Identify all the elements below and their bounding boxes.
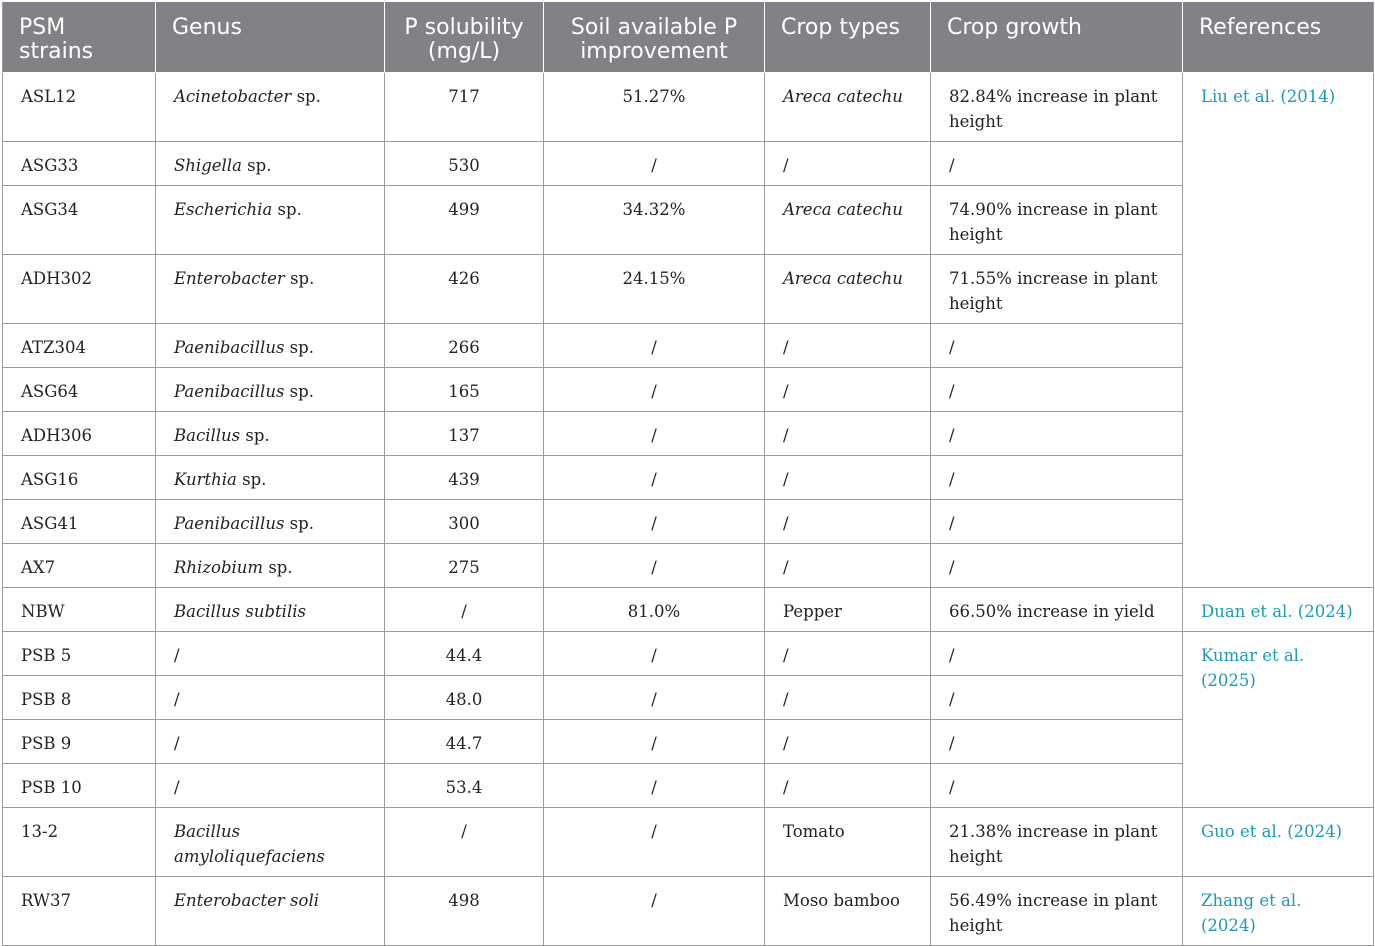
genus-cell: Acinetobacter sp. xyxy=(156,73,385,142)
table-row xyxy=(3,142,1374,186)
soil-p-cell: / xyxy=(544,808,765,877)
growth-cell: 74.90% increase in plant height xyxy=(931,186,1183,255)
strain-cell: ASG16 xyxy=(3,456,156,500)
psm-strains-table xyxy=(2,2,1374,946)
genus-cell: Rhizobium sp. xyxy=(156,544,385,588)
growth-cell: / xyxy=(931,412,1183,456)
crop-cell: / xyxy=(765,632,931,676)
strain-cell: PSB 9 xyxy=(3,720,156,764)
table-row xyxy=(3,412,1374,456)
growth-cell: / xyxy=(931,676,1183,720)
crop-cell: / xyxy=(765,368,931,412)
soil-p-cell: / xyxy=(544,877,765,946)
genus-cell: Enterobacter sp. xyxy=(156,255,385,324)
solubility-cell: 44.4 xyxy=(385,632,544,676)
genus-cell: Paenibacillus sp. xyxy=(156,324,385,368)
crop-cell: / xyxy=(765,720,931,764)
header-references: References xyxy=(1183,2,1374,73)
growth-cell: 82.84% increase in plant height xyxy=(931,73,1183,142)
genus-cell: / xyxy=(156,632,385,676)
crop-cell: / xyxy=(765,764,931,808)
strain-cell: ATZ304 xyxy=(3,324,156,368)
genus-cell: Enterobacter soli xyxy=(156,877,385,946)
reference-link[interactable]: Kumar et al. (2025) xyxy=(1183,632,1374,808)
crop-cell: Areca catechu xyxy=(765,255,931,324)
strain-cell: ADH302 xyxy=(3,255,156,324)
growth-cell: / xyxy=(931,764,1183,808)
genus-cell: Bacillus sp. xyxy=(156,412,385,456)
growth-cell: / xyxy=(931,500,1183,544)
strain-cell: AX7 xyxy=(3,544,156,588)
growth-cell: / xyxy=(931,456,1183,500)
crop-cell: Pepper xyxy=(765,588,931,632)
strain-cell: NBW xyxy=(3,588,156,632)
growth-cell: / xyxy=(931,368,1183,412)
strain-cell: PSB 5 xyxy=(3,632,156,676)
crop-cell: / xyxy=(765,456,931,500)
table-row xyxy=(3,544,1374,588)
growth-cell: 71.55% increase in plant height xyxy=(931,255,1183,324)
soil-p-cell: 34.32% xyxy=(544,186,765,255)
table-row xyxy=(3,456,1374,500)
growth-cell: / xyxy=(931,720,1183,764)
crop-cell: / xyxy=(765,412,931,456)
genus-cell: / xyxy=(156,720,385,764)
strain-cell: ASG41 xyxy=(3,500,156,544)
soil-p-cell: / xyxy=(544,544,765,588)
solubility-cell: 300 xyxy=(385,500,544,544)
solubility-cell: 498 xyxy=(385,877,544,946)
table-row xyxy=(3,808,1374,877)
reference-link[interactable]: Zhang et al. (2024) xyxy=(1183,877,1374,946)
soil-p-cell: 81.0% xyxy=(544,588,765,632)
genus-cell: / xyxy=(156,764,385,808)
soil-p-cell: / xyxy=(544,324,765,368)
soil-p-cell: / xyxy=(544,720,765,764)
crop-cell: Tomato xyxy=(765,808,931,877)
crop-cell: / xyxy=(765,500,931,544)
soil-p-cell: 51.27% xyxy=(544,73,765,142)
crop-cell: Areca catechu xyxy=(765,186,931,255)
table-row xyxy=(3,186,1374,255)
solubility-cell: / xyxy=(385,588,544,632)
header-p-solubility: P solubility (mg/L) xyxy=(385,2,544,73)
table-row xyxy=(3,73,1374,142)
crop-cell: / xyxy=(765,676,931,720)
table-row xyxy=(3,676,1374,720)
solubility-cell: 426 xyxy=(385,255,544,324)
soil-p-cell: / xyxy=(544,500,765,544)
genus-cell: Bacillus subtilis xyxy=(156,588,385,632)
header-soil-available-p: Soil available P improvement xyxy=(544,2,765,73)
reference-link[interactable]: Duan et al. (2024) xyxy=(1183,588,1374,632)
header-crop-growth: Crop growth xyxy=(931,2,1183,73)
growth-cell: / xyxy=(931,544,1183,588)
crop-cell: / xyxy=(765,544,931,588)
genus-cell: Kurthia sp. xyxy=(156,456,385,500)
soil-p-cell: / xyxy=(544,368,765,412)
growth-cell: 21.38% increase in plant height xyxy=(931,808,1183,877)
solubility-cell: 48.0 xyxy=(385,676,544,720)
soil-p-cell: / xyxy=(544,412,765,456)
crop-cell: Moso bamboo xyxy=(765,877,931,946)
solubility-cell: 275 xyxy=(385,544,544,588)
solubility-cell: 499 xyxy=(385,186,544,255)
strain-cell: ASL12 xyxy=(3,73,156,142)
strain-cell: ASG34 xyxy=(3,186,156,255)
table-row xyxy=(3,255,1374,324)
genus-cell: Escherichia sp. xyxy=(156,186,385,255)
strain-cell: ASG33 xyxy=(3,142,156,186)
soil-p-cell: 24.15% xyxy=(544,255,765,324)
solubility-cell: / xyxy=(385,808,544,877)
header-psm-strains: PSM strains xyxy=(3,2,156,73)
growth-cell: / xyxy=(931,324,1183,368)
strain-cell: RW37 xyxy=(3,877,156,946)
table-row xyxy=(3,500,1374,544)
table-row xyxy=(3,720,1374,764)
solubility-cell: 530 xyxy=(385,142,544,186)
solubility-cell: 44.7 xyxy=(385,720,544,764)
strain-cell: ADH306 xyxy=(3,412,156,456)
table-row xyxy=(3,764,1374,808)
genus-cell: Bacillus amyloliquefaciens xyxy=(156,808,385,877)
header-row xyxy=(3,2,1374,73)
reference-link[interactable]: Guo et al. (2024) xyxy=(1183,808,1374,877)
growth-cell: / xyxy=(931,632,1183,676)
crop-cell: / xyxy=(765,142,931,186)
growth-cell: 66.50% increase in yield xyxy=(931,588,1183,632)
table-row xyxy=(3,632,1374,676)
table-row xyxy=(3,588,1374,632)
strain-cell: PSB 10 xyxy=(3,764,156,808)
table-row xyxy=(3,877,1374,946)
reference-link[interactable]: Liu et al. (2014) xyxy=(1183,73,1374,588)
solubility-cell: 717 xyxy=(385,73,544,142)
soil-p-cell: / xyxy=(544,632,765,676)
header-genus: Genus xyxy=(156,2,385,73)
genus-cell: Shigella sp. xyxy=(156,142,385,186)
solubility-cell: 53.4 xyxy=(385,764,544,808)
soil-p-cell: / xyxy=(544,764,765,808)
growth-cell: 56.49% increase in plant height xyxy=(931,877,1183,946)
table-row xyxy=(3,324,1374,368)
header-crop-types: Crop types xyxy=(765,2,931,73)
solubility-cell: 165 xyxy=(385,368,544,412)
strain-cell: 13-2 xyxy=(3,808,156,877)
crop-cell: Areca catechu xyxy=(765,73,931,142)
solubility-cell: 266 xyxy=(385,324,544,368)
strain-cell: PSB 8 xyxy=(3,676,156,720)
soil-p-cell: / xyxy=(544,676,765,720)
solubility-cell: 439 xyxy=(385,456,544,500)
growth-cell: / xyxy=(931,142,1183,186)
soil-p-cell: / xyxy=(544,456,765,500)
genus-cell: Paenibacillus sp. xyxy=(156,368,385,412)
strain-cell: ASG64 xyxy=(3,368,156,412)
genus-cell: Paenibacillus sp. xyxy=(156,500,385,544)
crop-cell: / xyxy=(765,324,931,368)
solubility-cell: 137 xyxy=(385,412,544,456)
soil-p-cell: / xyxy=(544,142,765,186)
table-row xyxy=(3,368,1374,412)
genus-cell: / xyxy=(156,676,385,720)
